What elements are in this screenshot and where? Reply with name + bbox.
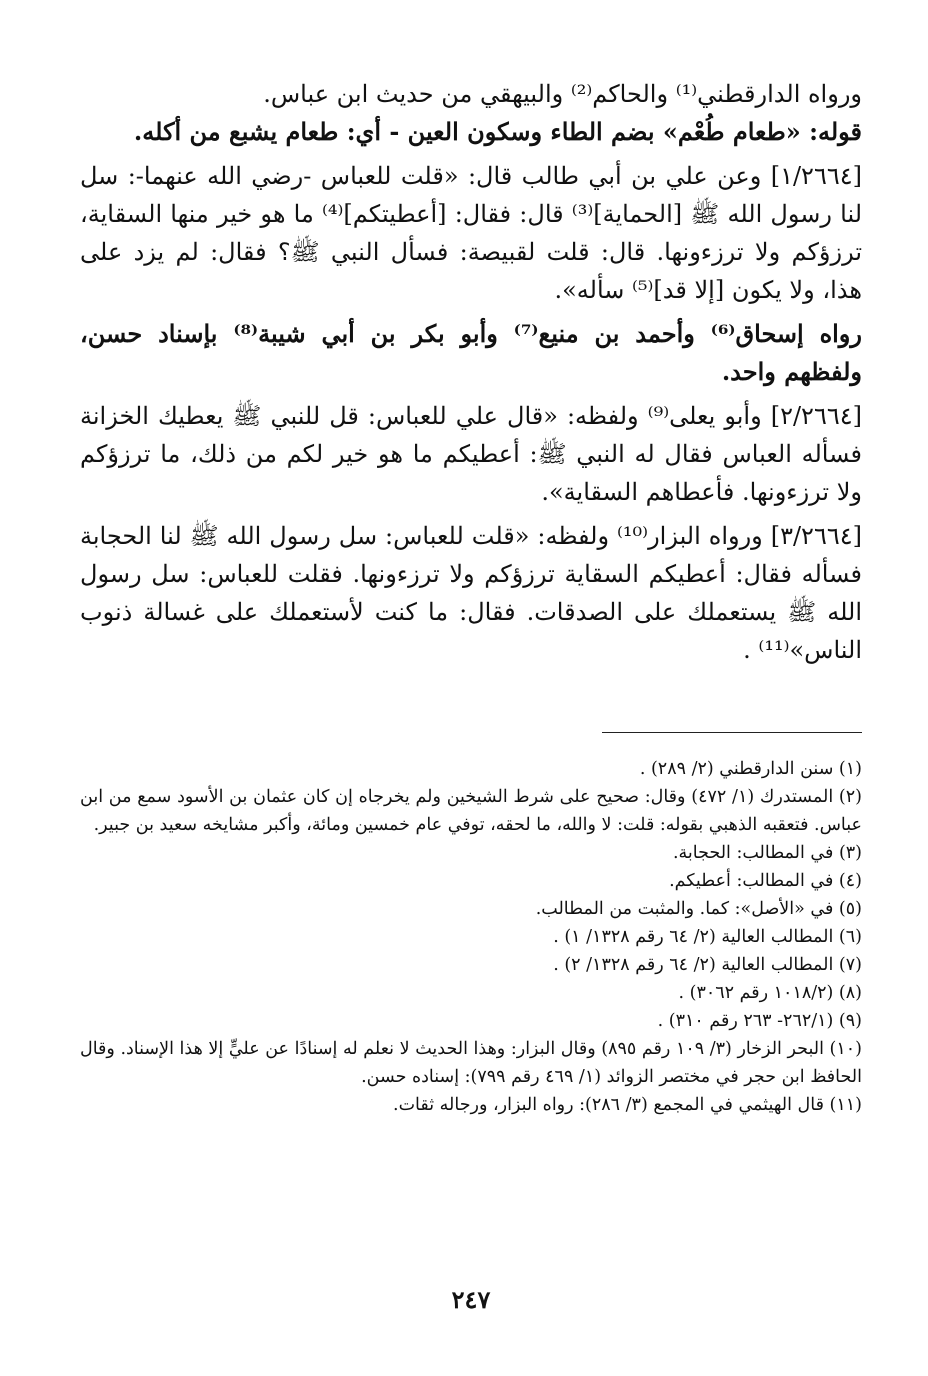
main-text: [80, 75, 862, 669]
paragraph-6: [٣/٢٦٦٤] ورواه البزار⁽¹⁰⁾ ولفظه: «قلت للعباس: سل رسول الله ﷺ لنا الحجابة فسأله فقال: أعطيكم السقاية ترزؤكم ولا ترزءونها. فقلت للعباس: سل رسول الله ﷺ يستعملك على الصدقات. فقال: ما كنت لأستعملك على غسالة ذنوب الناس»⁽¹¹⁾ .: [80, 522, 862, 664]
paragraph-2: قوله: «طعام طُعْم» بضم الطاء وسكون العين - أي: طعام يشبع من أكله.: [133, 117, 862, 146]
footnote-2: (٢) المستدرك (١/ ٤٧٢) وقال: صحيح على شرط الشيخين ولم يخرجاه إن كان عثمان بن الأسود سمع من ابن عباس. فتعقبه الذهبي بقوله: قلت: لا والله، ما لحقه، توفي عام خمسين ومائة، وأكبر مشايخه سعيد بن جبير.: [80, 787, 862, 835]
footnote-10: (١٠) البحر الزخار (٣/ ١٠٩ رقم ٨٩٥) وقال البزار: وهذا الحديث لا نعلم له إسنادًا عن عليٍّ إلا هذا الإسناد. وقال الحافظ ابن حجر في مختصر الزوائد (١/ ٤٦٩ رقم ٧٩٩): إسناده حسن.: [80, 1039, 862, 1087]
paragraph-5: [٢/٢٦٦٤] وأبو يعلى⁽⁹⁾ ولفظه: «قال علي للعباس: قل للنبي ﷺ يعطيك الخزانة فسأله العباس فقال له النبي ﷺ: أعطيكم ما هو خير لكم من ذلك، ما ترزؤكم ولا ترزءونها. فأعطاهم السقاية».: [80, 402, 862, 506]
footnote-9: (٩) (٢٦٢/١- ٢٦٣ رقم ٣١٠) .: [657, 1011, 862, 1031]
footnote-6: (٦) المطالب العالية (٢/ ٦٤ رقم ١٣٢٨/ ١) .: [553, 927, 862, 947]
footnote-11: (١١) قال الهيثمي في المجمع (٣/ ٢٨٦): رواه البزار، ورجاله ثقات.: [393, 1095, 862, 1115]
footnote-5: (٥) في «الأصل»: كما. والمثبت من المطالب.: [535, 899, 862, 919]
page-number: ٢٤٧: [451, 1285, 491, 1314]
footnote-3: (٣) في المطالب: الحجابة.: [672, 843, 862, 863]
footnote-7: (٧) المطالب العالية (٢/ ٦٤ رقم ١٣٢٨/ ٢) .: [553, 955, 862, 975]
footnotes: [80, 755, 862, 1119]
paragraph-3: [١/٢٦٦٤] وعن علي بن أبي طالب قال: «قلت للعباس -رضي الله عنهما-: سل لنا رسول الله ﷺ [الحماية]⁽³⁾ قال: فقال: [أعطيتكم]⁽⁴⁾ ما هو خير منها السقاية، ترزؤكم ولا ترزءونها. قال: قلت لقبيصة: فسأل النبي ﷺ؟ فقال: لم يزد على هذا، ولا يكون [إلا قد]⁽⁵⁾ سأله».: [80, 162, 862, 304]
footnote-4: (٤) في المطالب: أعطيكم.: [669, 871, 862, 891]
paragraph-4: رواه إسحاق⁽⁶⁾ وأحمد بن منيع⁽⁷⁾ وأبو بكر بن أبي شيبة⁽⁸⁾ بإسناد حسن، ولفظهم واحد.: [80, 319, 862, 386]
paragraph-1: ورواه الدارقطني⁽¹⁾ والحاكم⁽²⁾ والبيهقي من حديث ابن عباس.: [263, 80, 862, 108]
footnote-8: (٨) (١٠١٨/٢ رقم ٣٠٦٢) .: [678, 983, 862, 1003]
book-page: [80, 75, 862, 1335]
footnote-1: (١) سنن الدارقطني (٢/ ٢٨٩) .: [639, 759, 862, 779]
footnote-divider: [602, 732, 862, 733]
